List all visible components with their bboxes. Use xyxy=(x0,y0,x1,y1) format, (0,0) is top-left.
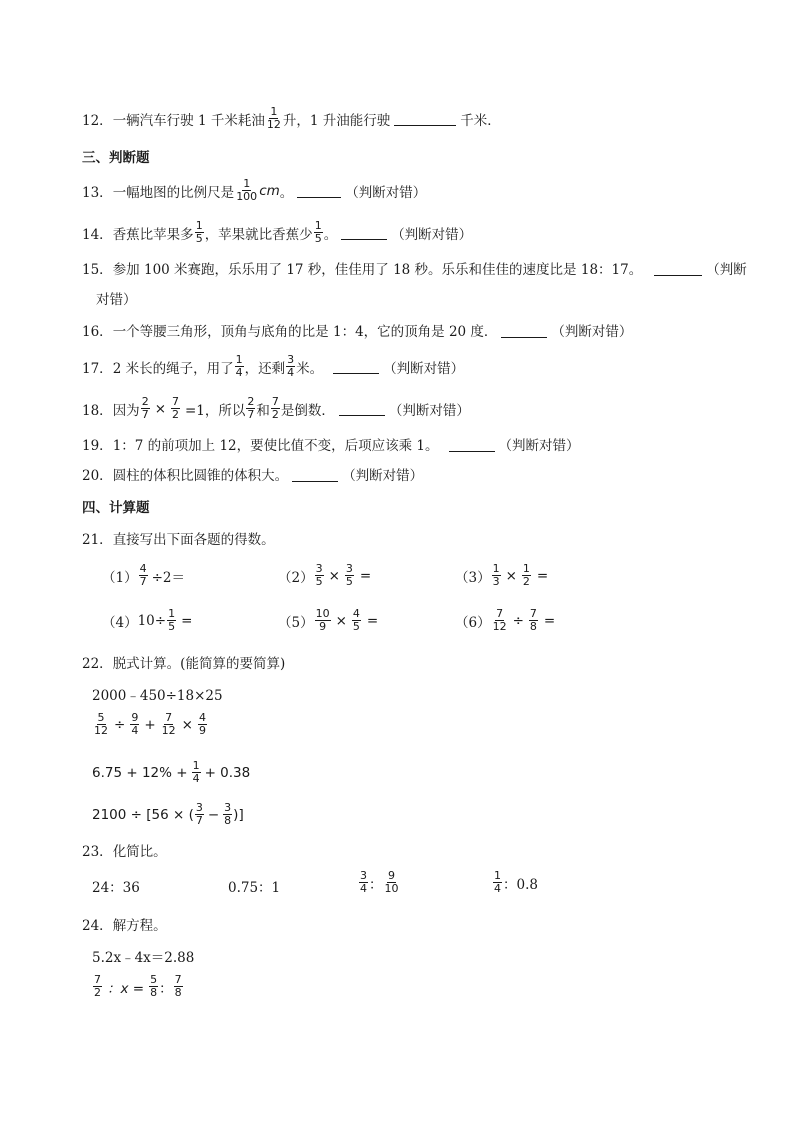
q21-item-4-pre: 10÷ xyxy=(137,612,167,629)
q23-ratio-4 xyxy=(492,870,538,895)
q21-item-2-label: （2） xyxy=(278,569,314,586)
q21-item-6-op: ÷ xyxy=(512,612,524,629)
q14-tail: （判断对错） xyxy=(391,226,473,243)
q23-ratio-1: 24：36 xyxy=(92,880,140,896)
q22-e4-fraction-2: $\frac{3}{8}$ xyxy=(224,801,232,827)
q21-item-2 xyxy=(278,563,371,588)
q21-text-a: 直接写出下面各题的得数。 xyxy=(112,532,275,548)
q17-text-a: 2 米长的绳子，用了 xyxy=(112,360,234,377)
q22-text-a: 脱式计算。(能简算的要简算) xyxy=(112,656,286,672)
q18-text-a: 因为 xyxy=(112,402,140,419)
q18-fraction-4: $\frac{7}{2}$ xyxy=(271,395,279,421)
q18-text-eq: =1，所以 xyxy=(185,402,246,419)
question-23 xyxy=(82,840,167,860)
q23-text-a: 化简比。 xyxy=(112,844,167,860)
q21-item-4-label: （4） xyxy=(102,614,138,631)
q21-item-1-fraction: $\frac{4}{7}$ xyxy=(139,562,147,588)
q20-answer-blank[interactable] xyxy=(292,467,338,482)
q14-number: 14． xyxy=(82,226,113,243)
q13-text-a: 一幅地图的比例尺是 xyxy=(112,184,235,201)
q15-line-2: 对错） xyxy=(96,292,137,308)
q21-item-6-label: （6） xyxy=(455,614,491,631)
q22-e3-text-a: 6.75 + 12% + xyxy=(92,764,188,781)
q22-expression-2 xyxy=(92,712,208,737)
q21-item-5-fraction-2: $\frac{4}{5}$ xyxy=(352,607,360,633)
q21-item-6-eq: = xyxy=(543,612,556,629)
q24-number: 24． xyxy=(82,918,113,934)
q21-item-3-label: （3） xyxy=(455,569,491,586)
q21-item-5-fraction-1: $\frac{10}{9}$ xyxy=(315,607,330,633)
q22-e2-fraction-4: $\frac{4}{9}$ xyxy=(198,711,206,737)
q22-e2-op1: ÷ xyxy=(114,716,126,733)
q18-tail: （判断对错） xyxy=(388,402,470,419)
q22-e2-op3: × xyxy=(181,716,193,733)
q18-times: × xyxy=(154,400,166,417)
q21-item-2-eq: = xyxy=(359,567,372,584)
q17-answer-blank[interactable] xyxy=(333,359,379,374)
q13-fraction: $\frac{1}{100}$ xyxy=(236,177,258,203)
q17-number: 17． xyxy=(82,360,113,377)
q23-r4-rest: ：0.8 xyxy=(503,876,538,893)
q18-text-c: 是倒数． xyxy=(280,402,335,419)
q15-number: 15． xyxy=(82,262,113,278)
question-13 xyxy=(82,178,426,203)
q24-equation-2 xyxy=(92,974,184,999)
q23-r4-fraction: $\frac{1}{4}$ xyxy=(494,869,501,895)
q19-text-a: 1：7 的前项加上 12，要使比值不变，后项应该乘 1。 xyxy=(112,438,439,454)
q14-fraction-2: $\frac{1}{5}$ xyxy=(314,219,322,245)
q16-text-a: 一个等腰三角形，顶角与底角的比是 1：4，它的顶角是 20 度． xyxy=(112,324,498,340)
q23-r3-fraction-2: $\frac{9}{10}$ xyxy=(384,869,399,895)
q24-text-a: 解方程。 xyxy=(112,918,167,934)
q22-expression-3 xyxy=(92,760,250,785)
q22-e3-fraction: $\frac{1}{4}$ xyxy=(192,759,200,785)
q22-e2-fraction-1: $\frac{5}{12}$ xyxy=(94,711,108,737)
q19-answer-blank[interactable] xyxy=(449,437,495,452)
q22-e4-op: − xyxy=(207,806,220,823)
question-20 xyxy=(82,464,423,484)
q18-fraction-3: $\frac{2}{7}$ xyxy=(247,395,255,421)
q21-item-1-label: （1） xyxy=(102,569,138,586)
question-14 xyxy=(82,220,472,245)
q14-answer-blank[interactable] xyxy=(341,225,387,240)
q22-e4-fraction-1: $\frac{3}{7}$ xyxy=(195,801,203,827)
q13-number: 13． xyxy=(82,184,113,201)
q20-tail: （判断对错） xyxy=(342,468,424,484)
question-17 xyxy=(82,354,464,379)
q22-e2-fraction-2: $\frac{9}{4}$ xyxy=(131,711,139,737)
q14-text-b: ，苹果就比香蕉少 xyxy=(204,226,313,243)
section-heading-calc: 四、计算题 xyxy=(82,500,150,516)
q12-text-a: 一辆汽车行驶 1 千米耗油 xyxy=(112,112,265,129)
q20-number: 20． xyxy=(82,468,113,484)
q18-answer-blank[interactable] xyxy=(339,401,385,416)
q21-number: 21． xyxy=(82,532,113,548)
q21-item-1-rest: ÷2＝ xyxy=(151,569,185,586)
q18-number: 18． xyxy=(82,402,113,419)
question-16 xyxy=(82,320,632,340)
q23-r3-sep: ： xyxy=(369,876,383,893)
q21-item-5-label: （5） xyxy=(278,614,314,631)
q12-text-b: 升，1 升油能行驶 xyxy=(282,112,391,129)
q23-number: 23． xyxy=(82,844,113,860)
q21-item-4 xyxy=(102,608,192,633)
q18-fraction-2: $\frac{7}{2}$ xyxy=(172,395,179,421)
question-18 xyxy=(82,396,470,421)
q15-answer-blank[interactable] xyxy=(654,261,702,276)
q21-item-6-fraction-1: $\frac{7}{12}$ xyxy=(492,607,507,633)
q23-r3-fraction-1: $\frac{3}{4}$ xyxy=(360,869,367,895)
q21-item-6 xyxy=(455,608,555,633)
q12-text-c: 千米． xyxy=(460,112,501,129)
q21-item-3-fraction-1: $\frac{1}{3}$ xyxy=(492,562,500,588)
q23-ratio-3 xyxy=(358,870,401,895)
q24-equation-1: 5.2x﹣4x＝2.88 xyxy=(92,950,195,966)
q15-tail: （判断 xyxy=(706,262,747,278)
q14-fraction-1: $\frac{1}{5}$ xyxy=(195,219,203,245)
q24-e2-sep: ： xyxy=(159,980,173,997)
q13-answer-blank[interactable] xyxy=(297,183,341,198)
q22-e2-op2: + xyxy=(144,716,156,733)
q14-text-c: 。 xyxy=(323,226,338,243)
q17-text-b: ，还剩 xyxy=(244,360,286,377)
q21-item-2-op: × xyxy=(328,567,340,584)
q22-e2-fraction-3: $\frac{7}{12}$ xyxy=(161,711,176,737)
q13-tail: （判断对错） xyxy=(345,184,427,201)
q23-ratio-2: 0.75：1 xyxy=(228,880,281,896)
q21-item-1 xyxy=(102,563,185,588)
q17-tail: （判断对错） xyxy=(383,360,465,377)
question-19 xyxy=(82,434,580,454)
q21-item-6-fraction-2: $\frac{7}{8}$ xyxy=(529,607,537,633)
q21-item-5-eq: = xyxy=(366,612,379,629)
question-15 xyxy=(82,258,747,278)
q16-number: 16． xyxy=(82,324,113,340)
question-21 xyxy=(82,528,275,548)
q21-item-3 xyxy=(455,563,548,588)
q18-text-and: 和 xyxy=(256,402,270,419)
q14-text-a: 香蕉比苹果多 xyxy=(112,226,194,243)
question-12 xyxy=(82,106,501,131)
q21-item-3-fraction-2: $\frac{1}{2}$ xyxy=(522,562,530,588)
section-heading-judge: 三、判断题 xyxy=(82,150,150,166)
q21-item-3-eq: = xyxy=(536,567,549,584)
q17-fraction-2: $\frac{3}{4}$ xyxy=(287,353,295,379)
q13-text-b: 。 xyxy=(279,184,294,201)
q22-e4-text-b: )] xyxy=(233,806,244,823)
q21-item-2-fraction-2: $\frac{3}{5}$ xyxy=(345,562,353,588)
question-24 xyxy=(82,914,167,934)
q21-item-5-op: × xyxy=(335,612,347,629)
q22-expression-4 xyxy=(92,802,244,827)
question-22 xyxy=(82,652,285,672)
q22-e4-text-a: 2100 ÷ [56 × ( xyxy=(92,806,194,823)
q21-item-2-fraction-1: $\frac{3}{5}$ xyxy=(315,562,323,588)
q12-number: 12． xyxy=(82,112,113,129)
q24-e2-fraction-1: $\frac{7}{2}$ xyxy=(94,973,101,999)
q16-tail: （判断对错） xyxy=(551,324,633,340)
q21-item-3-op: × xyxy=(505,567,517,584)
q17-text-c: 米。 xyxy=(296,360,324,377)
q24-e2-fraction-3: $\frac{7}{8}$ xyxy=(174,973,182,999)
q15-text-a: 参加 100 米赛跑，乐乐用了 17 秒，佳佳用了 18 秒。乐乐和佳佳的速度比是 18：17。 xyxy=(112,262,643,278)
q19-tail: （判断对错） xyxy=(498,438,580,454)
q12-fraction: $\frac{1}{12}$ xyxy=(266,105,281,131)
q22-expression-1: 2000﹣450÷18×25 xyxy=(92,688,223,704)
q21-item-5 xyxy=(278,608,378,633)
q24-e2-fraction-2: $\frac{5}{8}$ xyxy=(150,973,158,999)
q22-number: 22． xyxy=(82,656,113,672)
q24-e2-mid: ：x = xyxy=(107,980,145,997)
q16-answer-blank[interactable] xyxy=(501,323,547,338)
q22-e3-text-b: + 0.38 xyxy=(204,764,251,781)
q18-fraction-1: $\frac{2}{7}$ xyxy=(141,395,149,421)
q19-number: 19． xyxy=(82,438,113,454)
q17-fraction-1: $\frac{1}{4}$ xyxy=(235,353,243,379)
q21-item-4-eq: = xyxy=(181,612,193,629)
q21-item-4-fraction: $\frac{1}{5}$ xyxy=(168,607,176,633)
q12-answer-blank[interactable] xyxy=(394,111,456,126)
q20-text-a: 圆柱的体积比圆锥的体积大。 xyxy=(112,468,289,484)
q13-unit: cm xyxy=(259,182,280,199)
